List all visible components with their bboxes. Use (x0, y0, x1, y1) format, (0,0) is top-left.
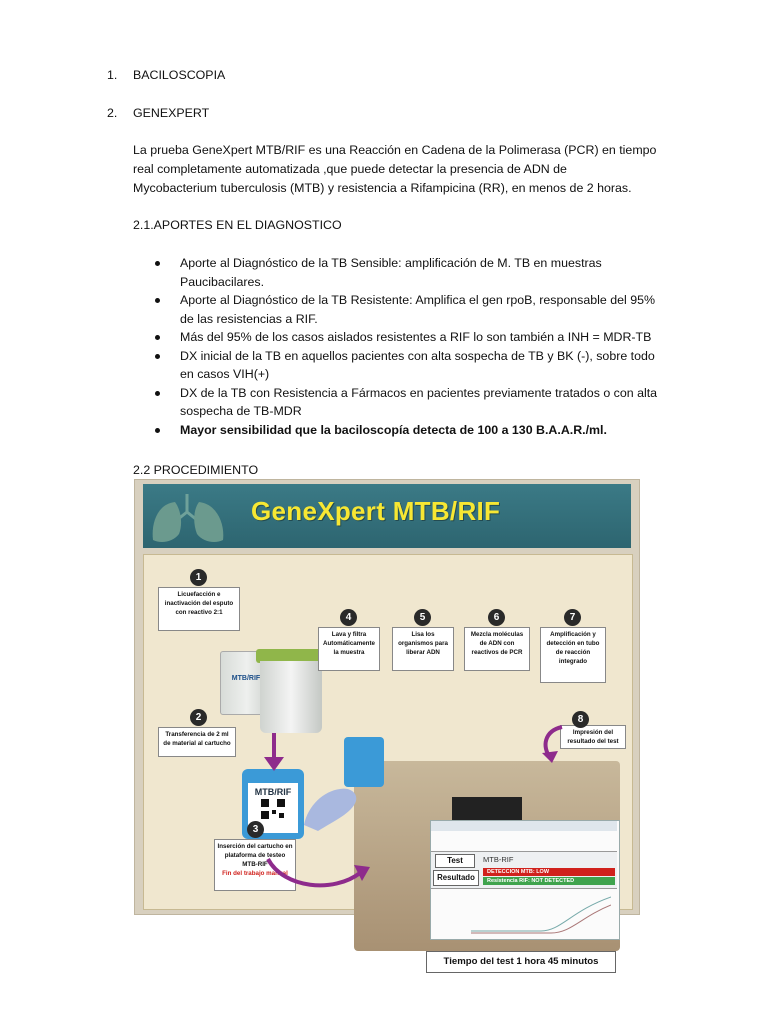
outline-number-1: 1. (107, 68, 118, 82)
test-time-label: Tiempo del test 1 hora 45 minutos (426, 951, 616, 973)
step-5-card (392, 627, 454, 671)
step-4-badge: 4 (340, 609, 357, 626)
step-2-text: Transferencia de 2 ml de material al cartucho (163, 731, 231, 747)
intro-line: Mycobacterium tuberculosis (MTB) y resistencia a Rifampicina (RR), en menos de 2 horas. (133, 181, 632, 195)
step-5-text: Lisa los organismos para liberar ADN (398, 631, 448, 656)
test-value: MTB-RIF (483, 855, 514, 864)
step-4-text: Lava y filtra Automáticamente la muestra (323, 631, 375, 656)
result-box (431, 851, 617, 889)
result-screen (430, 820, 620, 940)
step-2-badge: 2 (190, 709, 207, 726)
down-arrow-icon (262, 733, 286, 773)
amplification-curve-icon (471, 891, 611, 935)
bullet-item: DX inicial de la TB en aquellos pacientes con alta sospecha de TB y BK (-), sobre todo en casos VIH(+) (155, 347, 675, 384)
figure-title: GeneXpert MTB/RIF (251, 496, 501, 526)
bullet-item: DX de la TB con Resistencia a Fármacos en pacientes previamente tratados o con alta sospecha de TB-MDR (155, 384, 675, 421)
test-label: Test (435, 854, 475, 868)
figure-banner (143, 484, 631, 548)
bullet-dot-icon (155, 335, 160, 340)
step-6-card (464, 627, 530, 671)
step-3-badge: 3 (247, 821, 264, 838)
outline-number-2: 2. (107, 106, 118, 120)
step-5-badge: 5 (414, 609, 431, 626)
bullet-dot-icon (155, 391, 160, 396)
procedure-figure (134, 479, 640, 967)
screen-titlebar (431, 821, 617, 831)
barcode-icon (259, 797, 287, 821)
bullet-dot-icon (155, 298, 160, 303)
result-label: Resultado (433, 870, 479, 886)
intro-line: real completamente automatizada ,que puede detectar la presencia de ADN de (133, 162, 567, 176)
step-7-card (540, 627, 606, 683)
curved-arrow-icon (264, 855, 374, 895)
step-2-card (158, 727, 236, 757)
step-1-badge: 1 (190, 569, 207, 586)
step-8-card (560, 725, 626, 749)
curved-arrow-step8-icon (536, 723, 566, 763)
step-8-badge: 8 (572, 711, 589, 728)
step-6-badge: 6 (488, 609, 505, 626)
bullet-item: Mayor sensibilidad que la baciloscopía detecta de 100 a 130 B.A.A.R./ml. (155, 421, 675, 440)
step-1-card (158, 587, 240, 631)
intro-line: La prueba GeneXpert MTB/RIF es una Reacción en Cadena de la Polimerasa (PCR) en tiempo (133, 143, 657, 157)
step-7-text: Amplificación y detección en tubo de reacción integrado (546, 631, 600, 665)
step-4-card (318, 627, 380, 671)
glove-icon (294, 765, 374, 835)
bullet-item: Más del 95% de los casos aislados resistentes a RIF lo son también a INH = MDR-TB (155, 328, 675, 347)
intro-paragraph (133, 141, 668, 198)
bullet-item: Aporte al Diagnóstico de la TB Sensible: amplificación de M. TB en muestras Paucibacilares. (155, 254, 675, 291)
procedure-panel (143, 554, 633, 967)
bullet-dot-icon (155, 354, 160, 359)
step-3-note: Fin del trabajo manual (222, 870, 288, 877)
step-1-text: Licuefacción e inactivación del esputo con reactivo 2:1 (164, 591, 234, 616)
bullet-item: Aporte al Diagnóstico de la TB Resistente: Amplifica el gen rpoB, responsable del 95% de las resistencias a RIF. (155, 291, 675, 328)
section-heading-aportes: 2.1.APORTES EN EL DIAGNOSTICO (133, 218, 342, 232)
step-3-text: Inserción del cartucho en plataforma de testeo MTB-RIF (217, 843, 293, 868)
outline-heading-baciloscopia: BACILOSCOPIA (133, 68, 226, 82)
bullet-list (155, 254, 675, 439)
result-line-mtb: DETECCION MTB: LOW (483, 868, 615, 876)
outline-heading-genexpert: GENEXPERT (133, 106, 210, 120)
lungs-icon (147, 490, 233, 546)
step-8-text: Impresión del resultado del test (567, 729, 619, 745)
bullet-dot-icon (155, 428, 160, 433)
step-6-text: Mezcla moléculas de ADN con reactivos de PCR (470, 631, 524, 656)
section-heading-procedimiento: 2.2 PROCEDIMIENTO (133, 463, 259, 477)
cartridge-label-text: MTB/RIF (254, 787, 292, 797)
container-body (260, 661, 322, 733)
sample-container-label: MTB/RIF (231, 675, 261, 682)
bullet-dot-icon (155, 261, 160, 266)
result-line-rif: Resistencia RIF: NOT DETECTED (483, 877, 615, 885)
step-7-badge: 7 (564, 609, 581, 626)
